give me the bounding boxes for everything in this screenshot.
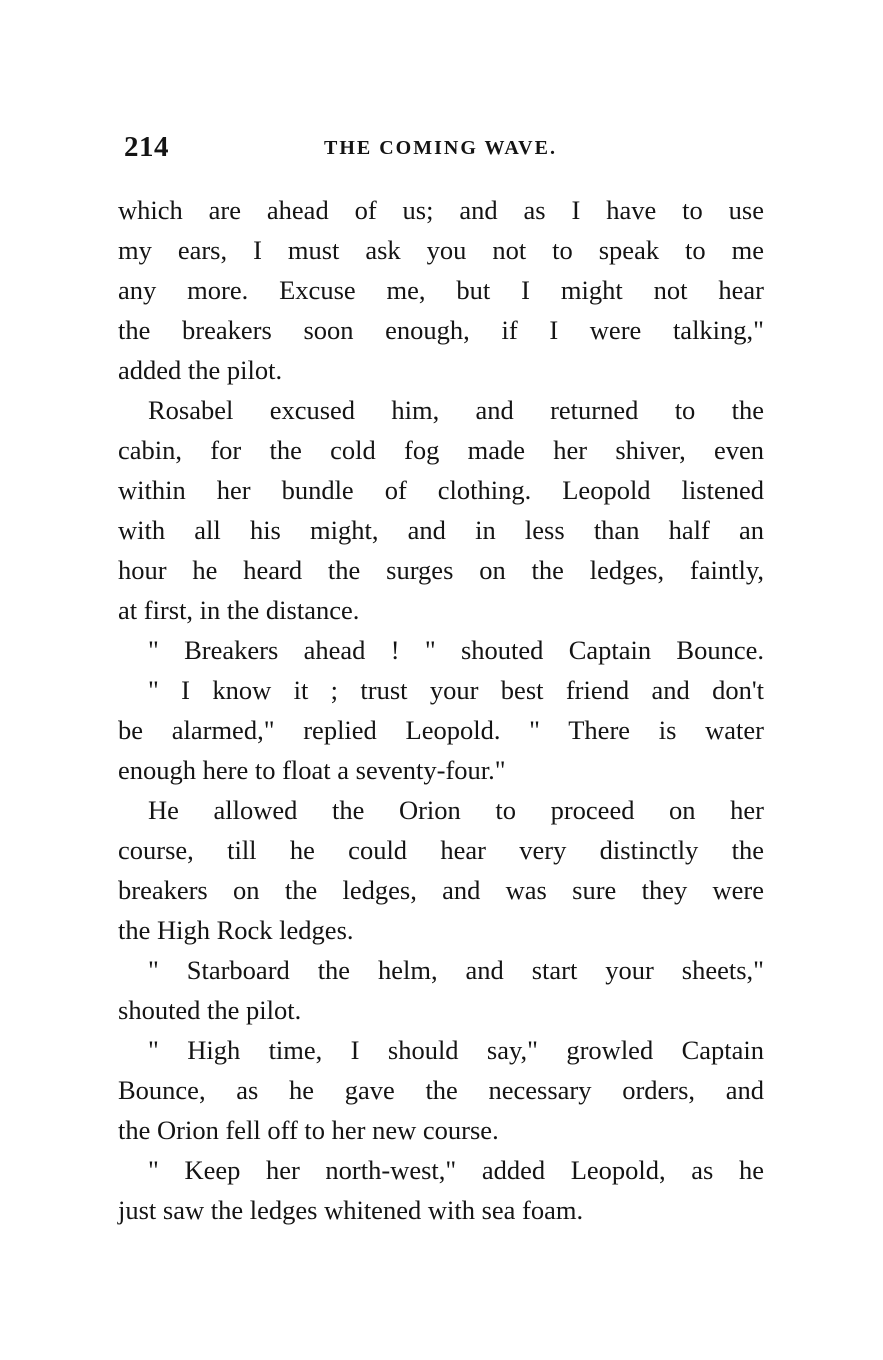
text-line: " I know it ; trust your best friend and don't [148, 675, 764, 705]
text-line: my ears, I must ask you not to speak to me [118, 235, 764, 265]
text-line: " Starboard the helm, and start your sheets," [148, 955, 764, 985]
text-line: cabin, for the cold fog made her shiver, even [118, 435, 764, 465]
text-line: with all his might, and in less than half an [118, 515, 764, 545]
text-line: hour he heard the surges on the ledges, faintly, [118, 555, 764, 585]
text-line: He allowed the Orion to proceed on her [148, 795, 764, 825]
text-line: within her bundle of clothing. Leopold listened [118, 475, 764, 505]
text-line: " Keep her north-west," added Leopold, as he [148, 1155, 764, 1185]
text-line: added the pilot. [118, 355, 283, 385]
text-line: Bounce, as he gave the necessary orders, and [118, 1075, 764, 1105]
text-line: shouted the pilot. [118, 995, 302, 1025]
body-text [118, 190, 764, 1230]
text-line: " High time, I should say," growled Captain [148, 1035, 764, 1065]
text-line: Rosabel excused him, and returned to the [148, 395, 764, 425]
page-header [124, 131, 764, 167]
running-head: THE COMING WAVE. [324, 137, 557, 159]
text-line: the Orion fell off to her new course. [118, 1115, 499, 1145]
text-line: any more. Excuse me, but I might not hear [118, 275, 764, 305]
text-line: just saw the ledges whitened with sea foam. [118, 1195, 584, 1225]
page-number: 214 [124, 131, 169, 163]
text-line: " Breakers ahead ! " shouted Captain Bounce. [148, 635, 764, 665]
text-line: at first, in the distance. [118, 595, 360, 625]
text-line: enough here to float a seventy-four." [118, 755, 506, 785]
text-line: the High Rock ledges. [118, 915, 354, 945]
text-line: the breakers soon enough, if I were talking," [118, 315, 764, 345]
text-line: be alarmed," replied Leopold. " There is water [118, 715, 764, 745]
text-line: which are ahead of us; and as I have to use [118, 195, 764, 225]
text-line: course, till he could hear very distinctly the [118, 835, 764, 865]
text-line: breakers on the ledges, and was sure they were [118, 875, 764, 905]
